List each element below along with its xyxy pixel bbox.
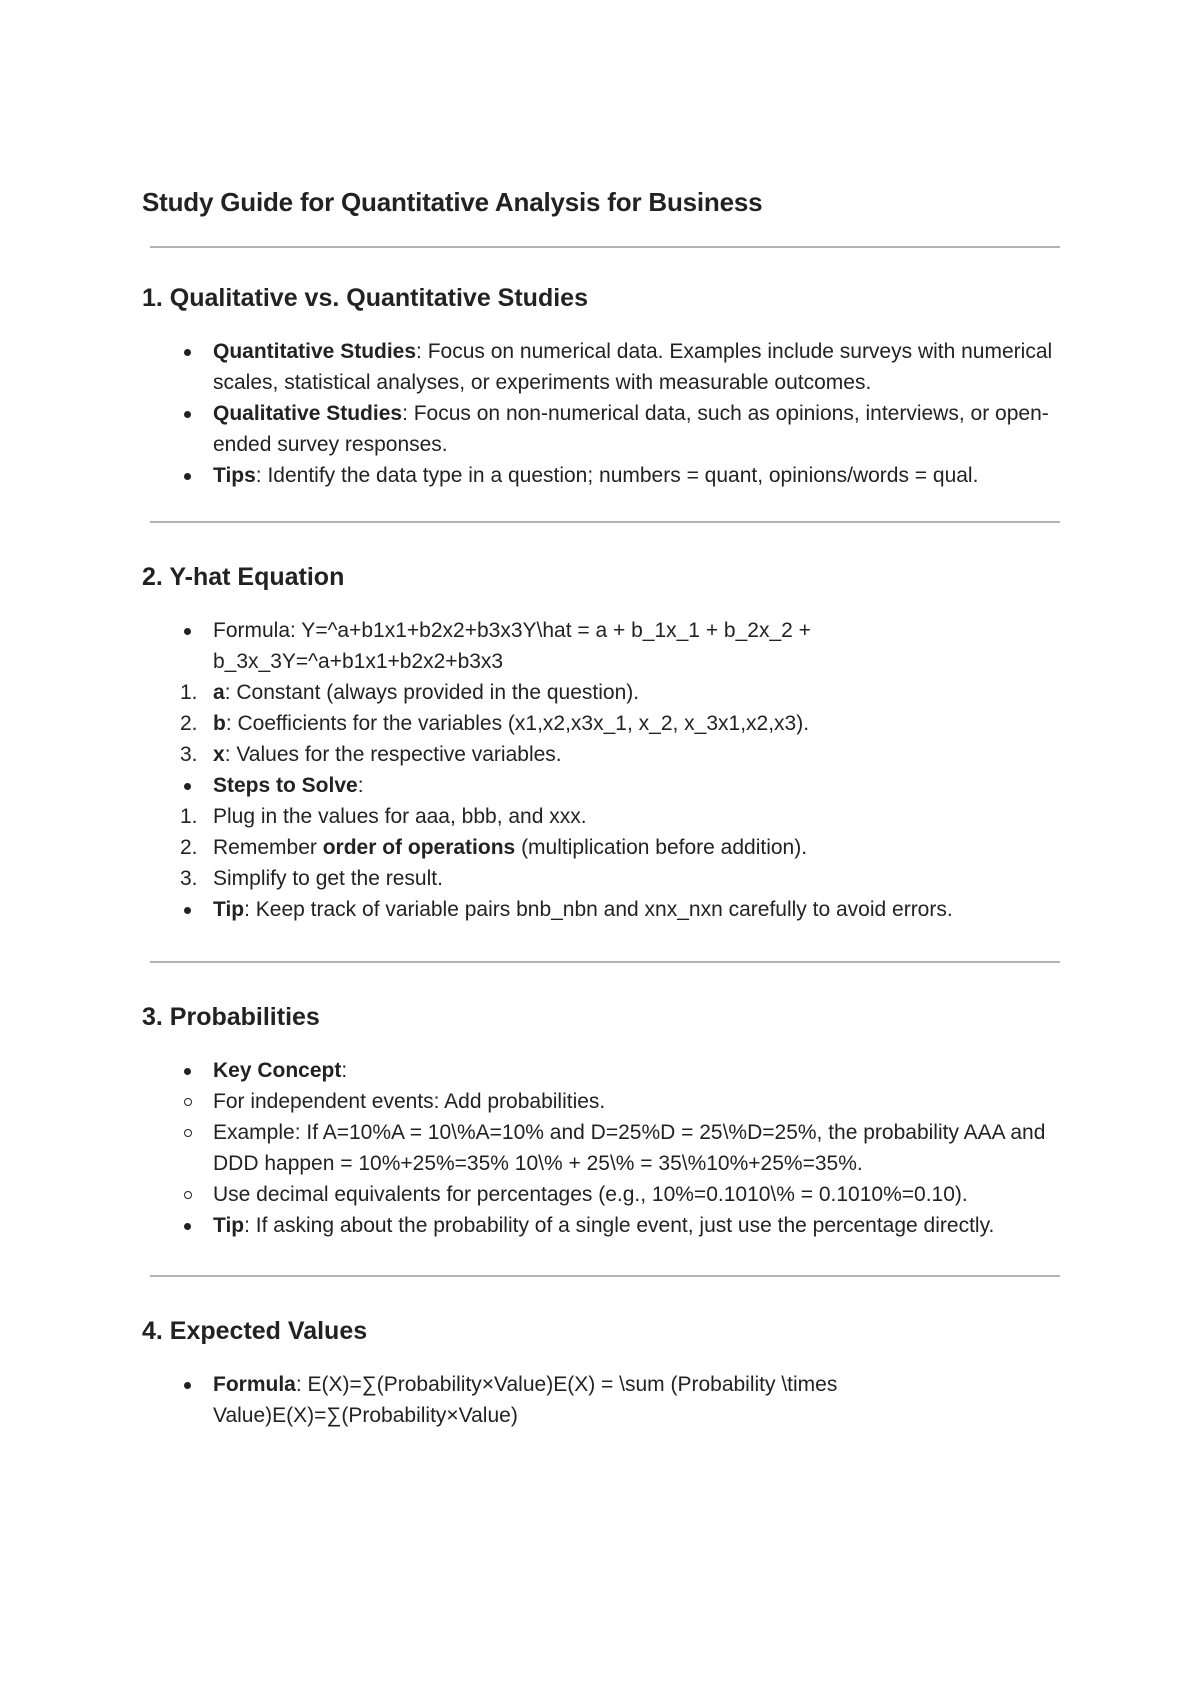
item-text: Simplify to get the result. <box>213 867 443 890</box>
item-label: Tips <box>213 464 256 487</box>
numbered-list <box>142 801 1062 894</box>
formula-line: Formula: Y=^a+b1x1+b2x2+b3x3Y\hat = a + b_1x_1 + b_2x_2 + <box>213 619 811 642</box>
divider <box>150 521 1060 523</box>
item-label: a <box>213 681 225 704</box>
item-text: : Identify the data type in a question; numbers = quant, opinions/words = qual. <box>255 464 979 487</box>
item-text: : E(X)=∑(Probability×Value)E(X) = \sum (Probability \times Value)E(X)=∑(Probability×Value) <box>213 1373 838 1427</box>
item-label: x <box>213 743 225 766</box>
item-text: : Coefficients for the variables (x1,x2,x3x_1, x_2, x_3x1,x2,x3). <box>225 712 810 735</box>
item-bold-text: order of operations <box>322 836 516 859</box>
list-item <box>142 398 1062 460</box>
bullet-list <box>142 1369 1062 1431</box>
section-title-probabilities: 3. Probabilities <box>142 1003 320 1031</box>
item-text: (multiplication before addition). <box>515 836 808 859</box>
item-label: Tip <box>213 1214 245 1237</box>
item-text: : Focus on numerical data. Examples include surveys with numerical scales, statistical analyses, or experiments with measurable outcomes. <box>213 340 1053 394</box>
list-item-steps <box>142 770 1062 894</box>
list-item <box>142 1086 1062 1117</box>
formula-line: b_3x_3Y=^a+b1x1+b2x2+b3x3 <box>213 650 504 673</box>
numbered-list <box>142 677 1062 770</box>
item-text: : <box>341 1059 348 1082</box>
item-label: b <box>213 712 226 735</box>
item-label: Tip <box>213 898 245 921</box>
item-label: Quantitative Studies <box>213 340 417 363</box>
list-item <box>142 832 1062 863</box>
item-label: Key Concept <box>213 1059 342 1082</box>
list-item-formula <box>142 1369 1062 1431</box>
section-title-qualitative-vs-quantitative: 1. Qualitative vs. Quantitative Studies <box>142 284 588 312</box>
item-text: Use decimal equivalents for percentages (e.g., 10%=0.1010\% = 0.1010%=0.10). <box>213 1183 968 1206</box>
list-item-formula <box>142 615 1062 770</box>
list-item-tip <box>142 894 1062 925</box>
list-item-key-concept <box>142 1055 1062 1210</box>
list-number: 1. <box>180 805 198 828</box>
divider <box>150 961 1060 963</box>
section-title-expected-values: 4. Expected Values <box>142 1317 368 1345</box>
sub-bullet-list <box>142 1086 1062 1210</box>
list-number: 2. <box>180 712 198 735</box>
list-item <box>142 801 1062 832</box>
item-label: Formula <box>213 1373 296 1396</box>
item-text: : Keep track of variable pairs bnb_nbn and xnx_nxn carefully to avoid errors. <box>244 898 953 921</box>
list-number: 3. <box>180 743 198 766</box>
list-number: 2. <box>180 836 198 859</box>
bullet-list <box>142 615 1062 925</box>
list-item <box>142 739 1062 770</box>
divider <box>150 1275 1060 1277</box>
bullet-list <box>142 336 1062 491</box>
list-item <box>142 336 1062 398</box>
item-text: : Focus on non-numerical data, such as opinions, interviews, or open-ended survey responses. <box>213 402 1049 456</box>
list-item <box>142 677 1062 708</box>
bullet-list <box>142 1055 1062 1241</box>
list-item <box>142 460 1062 491</box>
document-title: Study Guide for Quantitative Analysis for Business <box>142 187 763 217</box>
item-label: Steps to Solve <box>213 774 358 797</box>
item-text: Plug in the values for aaa, bbb, and xxx. <box>213 805 587 828</box>
document-page <box>142 182 1062 1431</box>
list-item <box>142 708 1062 739</box>
item-text: Example: If A=10%A = 10\%A=10% and D=25%D = 25\%D=25%, the probability AAA and DDD happen = 10%+25%=35% 10\% + 25\% = 35\%10%+25%=35%. <box>213 1121 1046 1175</box>
item-text: Remember <box>213 836 323 859</box>
divider <box>150 246 1060 248</box>
list-item <box>142 1117 1062 1179</box>
item-label: Qualitative Studies <box>213 402 403 425</box>
item-text: : If asking about the probability of a single event, just use the percentage directly. <box>244 1214 995 1237</box>
item-text: : Constant (always provided in the question). <box>224 681 640 704</box>
item-text: For independent events: Add probabilities. <box>213 1090 606 1113</box>
item-text: : Values for the respective variables. <box>224 743 562 766</box>
list-item <box>142 863 1062 894</box>
section-title-y-hat-equation: 2. Y-hat Equation <box>142 563 345 591</box>
list-number: 1. <box>180 681 198 704</box>
list-number: 3. <box>180 867 198 890</box>
list-item <box>142 1179 1062 1210</box>
item-text: : <box>357 774 364 797</box>
list-item-tip <box>142 1210 1062 1241</box>
